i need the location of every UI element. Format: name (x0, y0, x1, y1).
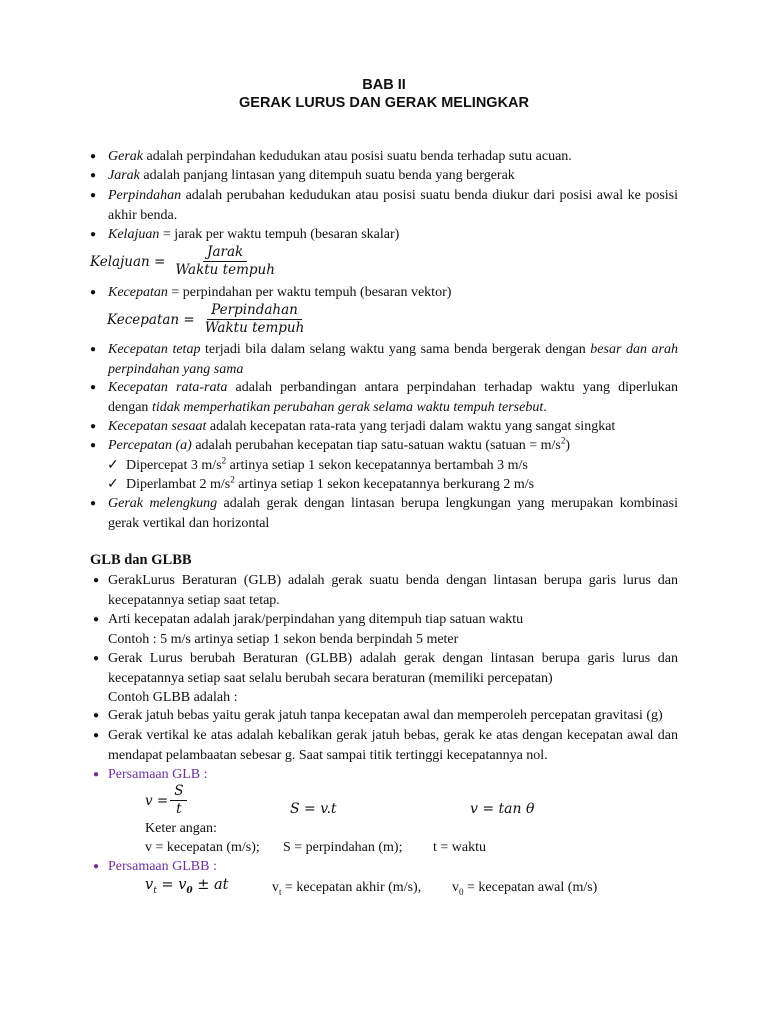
chapter-label: BAB II (362, 77, 406, 93)
formula-numerator: S (170, 783, 187, 801)
bullet-icon: ● (90, 440, 97, 451)
list-item-gerak-melengkung (108, 494, 678, 533)
glb-equation-2: S = v.t (290, 801, 337, 817)
list-item-gerak (108, 147, 678, 167)
subscript: t (279, 886, 282, 897)
subscript: t (153, 885, 157, 896)
punctuation: . (543, 399, 547, 415)
list-item-kecepatan-tetap (108, 340, 678, 379)
bullet-icon: ● (90, 382, 97, 393)
term: Kelajuan (108, 227, 160, 242)
text: v (272, 880, 279, 895)
bullet-icon: ● (90, 287, 97, 298)
list-item-glb: GerakLurus Beraturan (GLB) adalah gerak suatu benda dengan lintasan berupa garis lurus dan kecepatannya setiap saat tetap. (108, 573, 678, 608)
list-item-percepatan (108, 436, 678, 456)
list-item-jarak (108, 166, 678, 186)
text: artinya setiap 1 sekon kecepatannya bertambah 3 m/s (226, 458, 528, 473)
check-item-diperlambat (126, 475, 534, 495)
check-item-dipercepat (126, 456, 528, 476)
definition: adalah kecepatan rata-rata yang terjadi dalam waktu yang sangat singkat (206, 419, 616, 434)
legend-v: v = kecepatan (m/s); (145, 840, 260, 855)
superscript: 2 (560, 435, 566, 446)
term: Kecepatan (108, 285, 168, 300)
list-item-kecepatan-sesaat (108, 417, 678, 437)
bullet-icon: ● (90, 151, 97, 162)
text: = kecepatan awal (m/s) (463, 880, 598, 895)
definition: = perpindahan per waktu tempuh (besaran vektor) (167, 285, 452, 300)
legend-vt (272, 878, 421, 898)
term: Kecepatan tetap (108, 342, 201, 357)
eq-part: = v (156, 877, 187, 893)
bullet-icon: ● (90, 190, 97, 201)
kecepatan-formula (107, 302, 308, 337)
list-item-glbb (108, 649, 678, 708)
example-text: Contoh : 5 m/s artinya setiap 1 sekon benda berpindah 5 meter (108, 631, 459, 647)
formula-lhs: v = (145, 792, 169, 809)
term: Kecepatan sesaat (108, 419, 207, 434)
bullet-icon: ● (90, 498, 97, 509)
eq-part: v (145, 877, 154, 893)
term: Jarak (108, 168, 140, 183)
term: Kecepatan rata-rata (108, 380, 228, 395)
formula-denominator: t (176, 801, 182, 817)
superscript: 2 (221, 455, 227, 466)
formula-lhs: Kecepatan = (107, 311, 195, 328)
formula-numerator: Jarak (203, 244, 247, 262)
glbb-equation (145, 876, 229, 896)
definition: adalah perubahan kecepatan tiap satu-satuan waktu (satuan = m/s (191, 438, 561, 453)
definition: adalah perubahan kedudukan atau posisi suatu benda diukur dari posisi awal ke posisi akhir benda. (108, 188, 678, 223)
legend-v0 (452, 878, 597, 898)
formula-denominator: Waktu tempuh (204, 320, 305, 336)
formula-denominator: Waktu tempuh (175, 262, 275, 278)
kelajuan-formula (90, 244, 279, 279)
eq-part: ± at (192, 877, 229, 893)
definition: adalah perbandingan antara perpindahan terhadap waktu yang diperlukan dengan (108, 380, 678, 415)
bullet-icon: ● (93, 653, 100, 664)
definition-emphasis: tidak memperhatikan perubahan gerak selama waktu tempuh tersebut (151, 399, 544, 415)
list-item-perpindahan (108, 186, 678, 225)
bullet-icon: ● (93, 769, 100, 780)
persamaan-glb-label: Persamaan GLB : (108, 767, 208, 782)
text: Diperlambat 2 m/s (126, 477, 231, 492)
list-item-vertikal-atas: Gerak vertikal ke atas adalah kebalikan gerak jatuh bebas, gerak ke atas dengan kecepatan awal dan mendapat pelambaatan sebesar g. Saat sampai titik tertinggi kecepatannya nol. (108, 728, 678, 763)
list-item-kecepatan-rata-rata (108, 378, 678, 417)
term: Percepatan (a) (108, 438, 192, 453)
checkmark-icon: ✓ (107, 477, 119, 492)
list-item-kelajuan (108, 225, 678, 245)
bullet-icon: ● (90, 229, 97, 240)
text: v (452, 880, 459, 895)
glb-equation-3: v = tan θ (470, 801, 535, 817)
bullet-icon: ● (90, 170, 97, 181)
definition: adalah perpindahan kedudukan atau posisi suatu benda terhadap sutu acuan. (143, 149, 572, 164)
legend-t: t = waktu (433, 840, 486, 855)
bullet-icon: ● (93, 575, 100, 586)
definition: terjadi bila dalam selang waktu yang sama benda bergerak dengan (200, 342, 591, 357)
text: Dipercepat 3 m/s (126, 458, 222, 473)
persamaan-glbb-label: Persamaan GLBB : (108, 859, 217, 874)
checkmark-icon: ✓ (107, 458, 119, 473)
example-text: Contoh GLBB adalah : (108, 690, 238, 705)
bullet-icon: ● (90, 344, 97, 355)
list-item-kecepatan (108, 283, 678, 303)
term: Gerak (108, 149, 143, 164)
list-item-arti-kecepatan (108, 610, 678, 649)
definition: adalah gerak dengan lintasan berupa lengkungan yang merupakan kombinasi gerak vertikal dan horizontal (108, 496, 678, 531)
definition-emphasis: besar dan arah perpindahan yang sama (108, 342, 678, 377)
bullet-icon: ● (93, 710, 100, 721)
subscript: 0 (459, 886, 464, 897)
legend-s: S = perpindahan (m); (283, 840, 403, 855)
bullet-icon: ● (93, 730, 100, 741)
bullet-icon: ● (93, 614, 100, 625)
list-item-jatuh-bebas: Gerak jatuh bebas yaitu gerak jatuh tanpa kecepatan awal dan memperoleh percepatan gravitasi (g) (108, 708, 663, 723)
formula-numerator: Perpindahan (207, 302, 302, 320)
bullet-icon: ● (90, 421, 97, 432)
page-title: GERAK LURUS DAN GERAK MELINGKAR (239, 95, 529, 111)
formula-lhs: Kelajuan = (90, 253, 166, 270)
text: Gerak Lurus berubah Beraturan (GLBB) adalah gerak dengan lintasan berupa garis lurus dan kecepatannya setiap saat selalu berubah secara beraturan (memiliki percepatan) (108, 651, 678, 686)
superscript: 2 (230, 474, 235, 485)
bullet-icon: ● (93, 861, 100, 872)
definition: adalah panjang lintasan yang ditempuh suatu benda yang bergerak (139, 168, 515, 183)
punctuation: ) (565, 438, 571, 453)
section-heading-glb: GLB dan GLBB (90, 552, 192, 568)
term: Gerak melengkung (108, 496, 218, 511)
definition: = jarak per waktu tempuh (besaran skalar) (159, 227, 400, 242)
text: = kecepatan akhir (m/s), (281, 880, 422, 895)
text: Arti kecepatan adalah jarak/perpindahan yang ditempuh tiap satuan waktu (108, 612, 524, 627)
text: artinya setiap 1 sekon kecepatannya berkurang 2 m/s (234, 477, 535, 492)
glb-equation-1 (145, 783, 187, 818)
subscript: 0 (186, 885, 193, 896)
term: Perpindahan (108, 188, 182, 203)
keterangan-label: Keter angan: (145, 821, 217, 836)
